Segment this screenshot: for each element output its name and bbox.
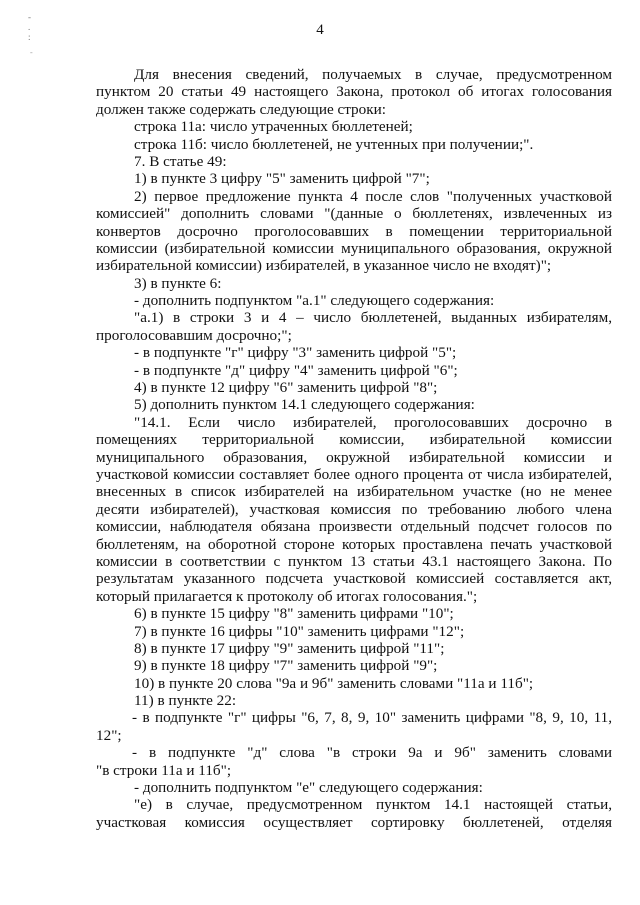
text-line: - в подпункте "д" слова "в строки 9а и 9б" заменить словами <box>132 744 612 762</box>
text-line: "е) в случае, предусмотренном пунктом 14.1 настоящей статьи, <box>134 796 612 814</box>
text-line: "14.1. Если число избирателей, проголосовавших досрочно в <box>134 413 612 431</box>
text-line: комиссии, наблюдателя обязана произвести отдельный подсчет голосов по <box>96 518 612 536</box>
text-line: комиссии в соответствии с пунктом 13 статьи 43.1 настоящего Закона. По <box>96 552 612 570</box>
text-line: 12"; <box>96 726 122 744</box>
text-line: который прилагается к протоколу об итогах голосования."; <box>96 587 478 605</box>
text-line: - в подпункте "г" цифру "3" заменить цифрой "5"; <box>134 344 457 362</box>
text-line: 4) в пункте 12 цифру "6" заменить цифрой "8"; <box>134 379 438 397</box>
text-line: результатам указанного подсчета участковой комиссией составляется акт, <box>96 570 612 588</box>
text-line: комиссии (избирательной комиссии муниципального образования, окружной <box>96 239 612 257</box>
text-line: строка 11б: число бюллетеней, не учтенных при получении;". <box>134 135 534 153</box>
text-line: должен также содержать следующие строки: <box>96 100 386 118</box>
text-line: 8) в пункте 17 цифру "9" заменить цифрой "11"; <box>134 639 445 657</box>
text-line: проголосовавшим досрочно;"; <box>96 326 292 344</box>
text-line: 9) в пункте 18 цифру "7" заменить цифрой "9"; <box>134 657 438 675</box>
text-line: 10) в пункте 20 слова "9а и 9б" заменить словами "11а и 11б"; <box>134 674 534 692</box>
text-line: комиссией" дополнить словами "(данные о бюллетенях, извлеченных из <box>96 205 612 223</box>
text-line: пунктом 20 статьи 49 настоящего Закона, протокол об итогах голосования <box>96 83 612 101</box>
document-body <box>96 66 612 831</box>
margin-dot: - <box>30 48 33 57</box>
text-line: "в строки 11а и 11б"; <box>96 761 232 779</box>
text-line: - дополнить подпунктом "е" следующего содержания: <box>134 779 483 797</box>
text-line: 2) первое предложение пункта 4 после слов "полученных участковой <box>134 187 612 205</box>
page-number: 4 <box>316 22 324 38</box>
text-line: внесенных в список избирателей на избирательном участке (но не менее <box>96 483 612 501</box>
margin-marks: - . : <box>28 12 31 42</box>
text-line: избирательной комиссии) избирателей, в указанное число не входят)"; <box>96 257 552 275</box>
text-line: 6) в пункте 15 цифру "8" заменить цифрами "10"; <box>134 605 454 623</box>
text-line: десяти избирателей), участковая комиссия по требованию любого члена <box>96 500 612 518</box>
text-line: - в подпункте "д" цифру "4" заменить цифрой "6"; <box>134 361 458 379</box>
text-line: Для внесения сведений, получаемых в случае, предусмотренном <box>134 66 612 83</box>
text-line: помещениях территориальной комиссии, избирательной комиссии <box>96 431 612 449</box>
text-line: 3) в пункте 6: <box>134 274 222 292</box>
text-line: 7. В статье 49: <box>134 152 227 170</box>
text-line: - в подпункте "г" цифры "6, 7, 8, 9, 10" заменить цифрами "8, 9, 10, 11, <box>132 709 612 727</box>
text-line: - дополнить подпунктом "а.1" следующего содержания: <box>134 292 495 310</box>
text-line: участковой комиссии составляет более одного процента от числа избирателей, <box>96 465 612 483</box>
text-line: конвертов досрочно проголосовавших в помещении территориальной <box>96 222 612 240</box>
text-line: 7) в пункте 16 цифры "10" заменить цифрами "12"; <box>134 622 465 640</box>
text-line: 11) в пункте 22: <box>134 692 237 710</box>
text-line: 5) дополнить пунктом 14.1 следующего содержания: <box>134 396 475 414</box>
text-line: строка 11а: число утраченных бюллетеней; <box>134 118 413 136</box>
text-line: муниципального образования, окружной избирательной комиссии и <box>96 448 612 466</box>
text-line: "а.1) в строки 3 и 4 – число бюллетеней, выданных избирателям, <box>134 309 612 327</box>
text-line: 1) в пункте 3 цифру "5" заменить цифрой "7"; <box>134 170 430 188</box>
text-line: бюллетеням, на оборотной стороне которых проставлена печать участковой <box>96 535 612 553</box>
text-line: участковая комиссия осуществляет сортировку бюллетеней, отделяя <box>96 813 612 831</box>
